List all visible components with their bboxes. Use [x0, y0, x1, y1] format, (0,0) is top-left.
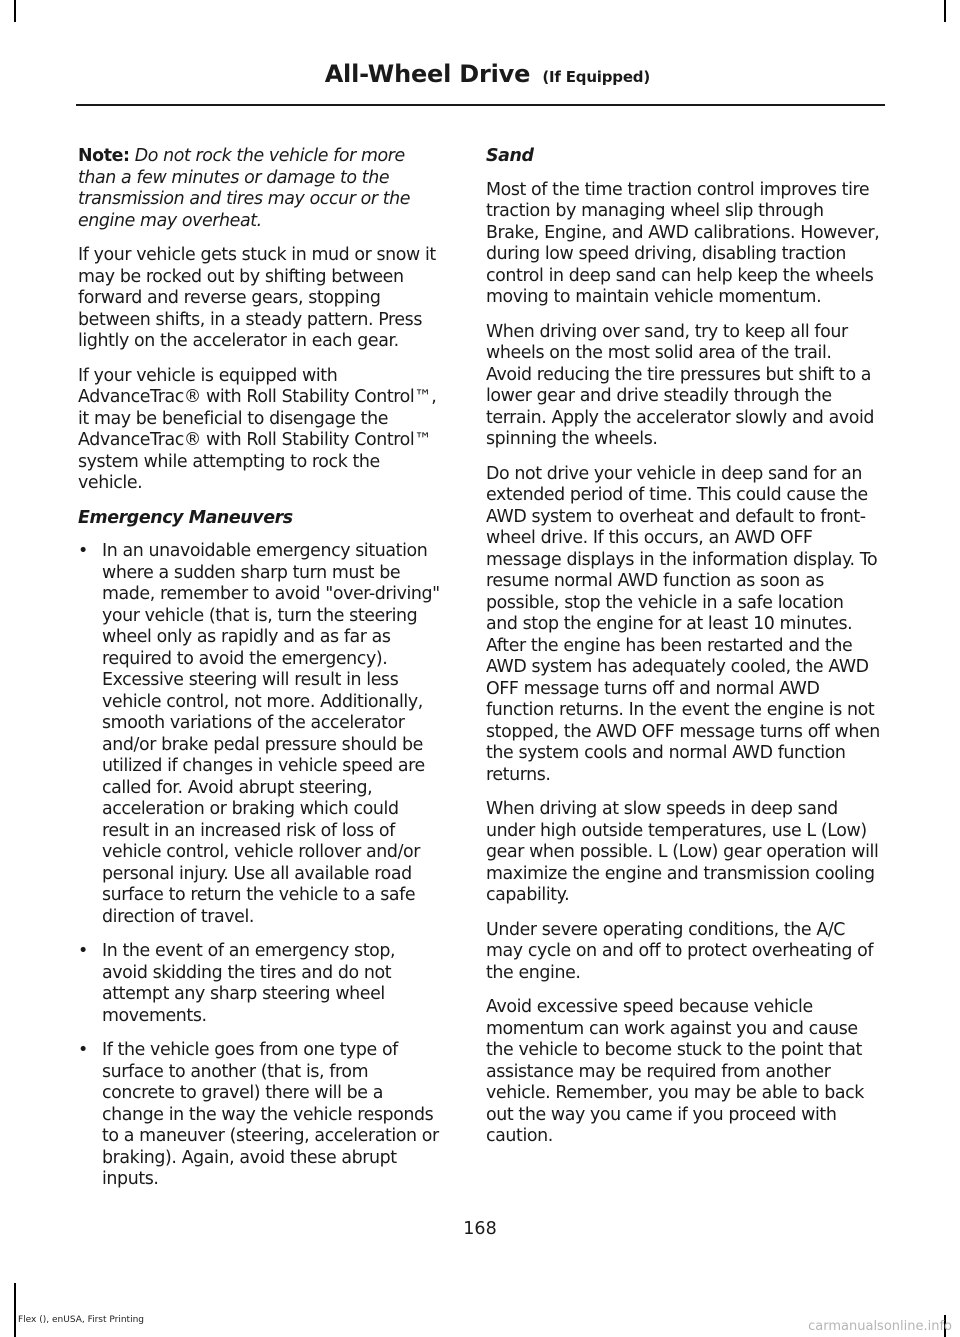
list-item-text: In an unavoidable emergency situation where a sudden sharp turn must be made, remember to avoid "over-driving" your vehicle (that is, turn the steering wheel only as rapidly and as far as required to avoid the emergency). Excessive steering will result in less vehicle control, not more. Additionally, smooth variations of the accelerator and/or brake pedal pressure should be utilized if changes in vehicle speed are called for. Avoid abrupt steering, acceleration or braking which could result in an increased risk of loss of vehicle control, vehicle rollover and/or personal injury. Use all available road surface to return the vehicle to a safe direction of travel.: [102, 541, 440, 927]
bullet-glyph: •: [78, 541, 88, 561]
note-text: Do not rock the vehicle for more than a few minutes or damage to the transmission and tires may occur or the engine may overheat.: [78, 146, 411, 231]
sand-heading: Sand: [486, 146, 534, 166]
crop-mark-bottom-left: [14, 1283, 16, 1337]
emergency-maneuvers-heading: Emergency Maneuvers: [78, 507, 293, 528]
list-item-text: In the event of an emergency stop, avoid skidding the tires and do not attempt any sharp steering wheel movements.: [102, 941, 396, 1026]
sand-paragraph-3: Do not drive your vehicle in deep sand for an extended period of time. This could cause the AWD system to overheat and default to front-wheel drive. If this occurs, an AWD OFF message displays in the information display. To resume normal AWD function as soon as possible, stop the vehicle in a safe location and stop the engine for at least 10 minutes. After the engine has been restarted and the AWD system has adequately cooled, the AWD OFF message turns off and normal AWD function returns. In the event the engine is not stopped, the AWD OFF message turns off when the system cools and normal AWD function returns.: [486, 463, 880, 785]
crop-mark-top-right: [944, 0, 946, 22]
right-column: [486, 146, 880, 1161]
watermark: carmanualsonline.info: [808, 1319, 952, 1334]
sand-paragraph-5: Under severe operating conditions, the A/C may cycle on and off to protect overheating of the engine.: [486, 919, 874, 983]
crop-mark-top-left: [14, 0, 16, 22]
left-column: [78, 146, 444, 1204]
sand-paragraph-1: Most of the time traction control improves tire traction by managing wheel slip through Brake, Engine, and AWD calibrations. However, during low speed driving, disabling traction control in deep sand can help keep the wheels moving to maintain vehicle momentum.: [486, 179, 880, 307]
header-rule: [76, 104, 885, 106]
advancetrac-paragraph: If your vehicle is equipped with AdvanceTrac® with Roll Stability Control™, it may be beneficial to disengage the AdvanceTrac® with Roll Stability Control™ system while attempting to rock the vehicle.: [78, 365, 437, 493]
sand-paragraph-6: Avoid excessive speed because vehicle momentum can work against you and cause the vehicle to become stuck to the point that assistance may be required from another vehicle. Remember, you may be able to back out the way you came if you proceed with caution.: [486, 997, 864, 1146]
emergency-maneuvers-list: [78, 541, 444, 1191]
bullet-glyph: •: [78, 1040, 88, 1060]
list-item-text: If the vehicle goes from one type of surface to another (that is, from concrete to gravel) there will be a change in the way the vehicle responds to a maneuver (steering, acceleration or braking). Again, avoid these abrupt inputs.: [102, 1040, 439, 1189]
page-header: [325, 60, 650, 88]
sand-paragraph-4: When driving at slow speeds in deep sand under high outside temperatures, use L (Low) gear when possible. L (Low) gear operation will maximize the engine and transmission cooling capability.: [486, 799, 879, 905]
sand-paragraph-2: When driving over sand, try to keep all four wheels on the most solid area of the trail. Avoid reducing the tire pressures but shift to a lower gear and drive steadily through the terrain. Apply the accelerator slowly and avoid spinning the wheels.: [486, 321, 875, 449]
list-item: [78, 941, 444, 1027]
rocking-paragraph: If your vehicle gets stuck in mud or snow it may be rocked out by shifting between forward and reverse gears, stopping between shifts, in a steady pattern. Press lightly on the accelerator in each gear.: [78, 245, 436, 351]
page-number: 168: [463, 1219, 497, 1239]
list-item: [78, 541, 444, 928]
list-item: [78, 1040, 444, 1191]
bullet-glyph: •: [78, 941, 88, 961]
note-label: Note:: [78, 146, 130, 166]
note-paragraph: [78, 146, 444, 232]
header-subtitle: (If Equipped): [542, 68, 650, 86]
footer-text: Flex (), enUSA, First Printing: [18, 1315, 144, 1325]
header-title: All-Wheel Drive: [324, 60, 531, 88]
